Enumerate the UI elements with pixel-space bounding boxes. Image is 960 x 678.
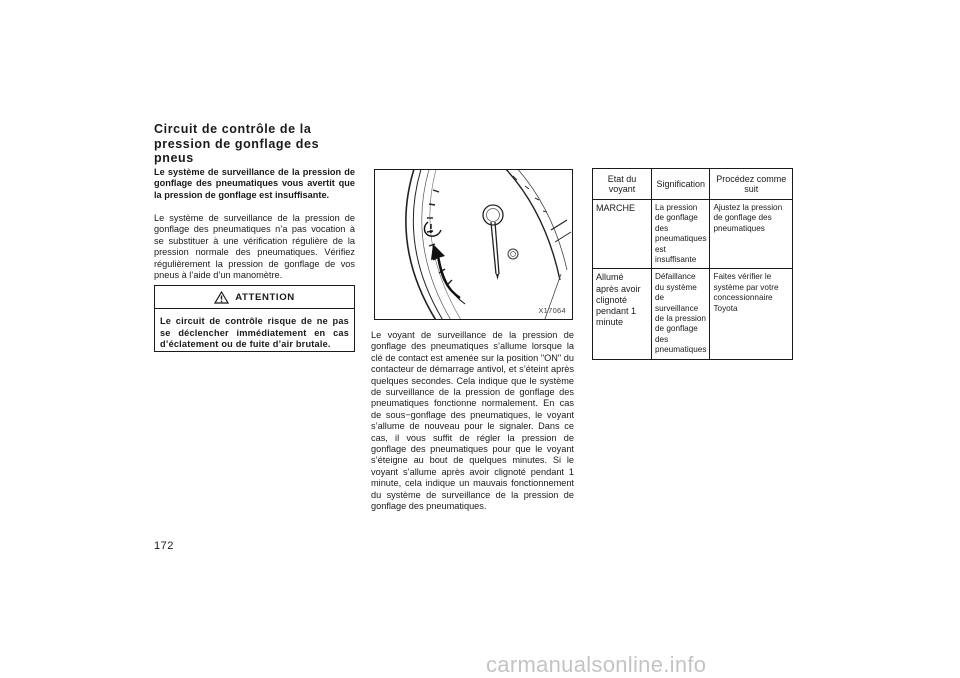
table-header: Etat du voyant xyxy=(593,169,652,200)
table-header-row xyxy=(593,169,793,200)
attention-box xyxy=(154,285,355,352)
figure-code: X17064 xyxy=(538,306,566,315)
tire-pressure-warning-icon xyxy=(424,222,441,236)
warning-triangle-icon xyxy=(214,291,229,304)
instrument-cluster-illustration xyxy=(375,170,572,319)
attention-header xyxy=(155,286,354,309)
table-header: Signification xyxy=(652,169,710,200)
intro-body: Le système de surveillance de la pression de gonflage des pneumatiques n’a pas vocation à se substituer à une vérification régulière de la pression normale des pneumatiques. Vérifiez régulièrement la pression de gonflage de vos pneus à l’aide d’un manomètre. xyxy=(154,213,355,281)
section-title: Circuit de contrôle de la pression de gonflage des pneus xyxy=(154,122,320,165)
table-cell: Allumé après avoir clignoté pendant 1 minute xyxy=(593,269,652,359)
table-cell: La pression de gonflage des pneumatiques est insuffisante xyxy=(652,200,710,269)
table-cell: Faites vérifier le système par votre concessionnaire Toyota xyxy=(710,269,793,359)
table-cell: Ajustez la pression de gonflage des pneumatiques xyxy=(710,200,793,269)
intro-lead: Le système de surveillance de la pression de gonflage des pneumatiques vous avertit que la pression de gonflage est insuffisante. xyxy=(154,167,355,200)
table-row xyxy=(593,269,793,359)
table-cell: Défaillance du système de surveillance de la pression de gonflage des pneumatiques xyxy=(652,269,710,359)
attention-heading: ATTENTION xyxy=(235,291,295,303)
instrument-cluster-figure xyxy=(374,169,573,320)
indicator-description: Le voyant de surveillance de la pression de gonflage des pneumatiques s’allume lorsque la clé de contact est amenée sur la position "ON" du contacteur de démarrage antivol, et s’éteint après quelques secondes. Cela indique que le système de surveillance de la pression de gonflage des pneumatiques fonctionne normalement. En cas de sous−gonflage des pneumatiques, le voyant s’allume de nouveau pour le signaler. Dans ce cas, il vous suffit de régler la pression de gonflage des pneumatiques pour que le voyant s’éteigne au bout de quelques minutes. Si le voyant s’allume après avoir clignoté pendant 1 minute, cela indique un mauvais fonctionnement du système de surveillance de la pression de gonflage des pneumatiques. xyxy=(371,330,574,512)
table-header: Procédez comme suit xyxy=(710,169,793,200)
watermark: carmanualsonline.info xyxy=(486,652,707,677)
table-cell: MARCHE xyxy=(593,200,652,269)
page-number: 172 xyxy=(154,540,174,552)
indicator-status-table xyxy=(592,168,793,360)
table-row xyxy=(593,200,793,269)
attention-text: Le circuit de contrôle risque de ne pas se déclencher immédiatement en cas d’éclatement ou de fuite d’air brutale. xyxy=(160,316,349,350)
